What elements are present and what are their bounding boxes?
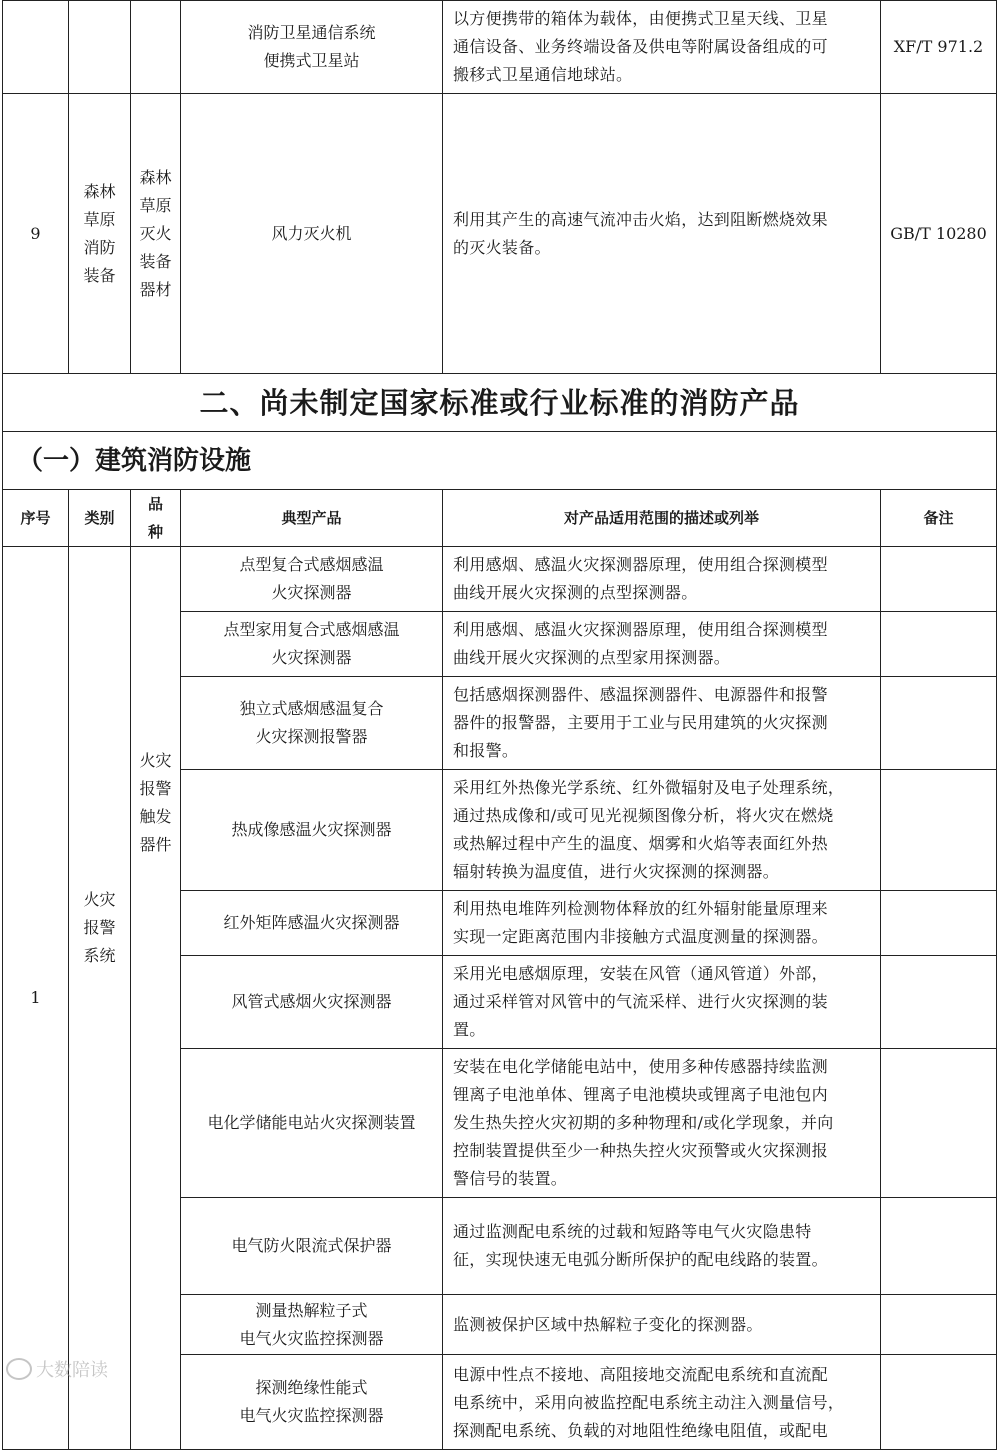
description-line: 实现一定距离范围内非接触方式温度测量的探测器。 — [453, 927, 828, 946]
standards-table — [2, 0, 997, 1450]
product-cell — [181, 770, 443, 891]
category-cell — [69, 547, 131, 1450]
description-line: 利用热电堆阵列检测物体释放的红外辐射能量原理来 — [453, 899, 828, 918]
watermark — [6, 1356, 108, 1382]
subsection-row — [3, 432, 997, 490]
description-line: 的灭火装备。 — [453, 237, 551, 257]
category-line: 消防 — [83, 237, 116, 257]
product-line: 电气火灾监控探测器 — [239, 1328, 384, 1348]
product-line: 电气火灾监控探测器 — [239, 1406, 384, 1425]
description-line: 利用其产生的高速气流冲击火焰，达到阻断燃烧效果 — [453, 209, 828, 229]
kind-text: 火灾报警触发器件 — [139, 751, 172, 854]
product-line: 红外矩阵感温火灾探测器 — [223, 913, 400, 932]
description-line: 安装在电化学储能电站中，使用多种传感器持续监测 — [453, 1057, 828, 1076]
product-line: 火灾探测器 — [271, 648, 352, 667]
table-row — [3, 547, 997, 612]
product-cell — [181, 612, 443, 677]
product-line: 点型复合式感烟感温 — [239, 555, 384, 574]
product-cell — [181, 1049, 443, 1198]
note-cell: XF/T 971.2 — [881, 1, 997, 94]
table-row — [3, 1, 997, 94]
product-cell — [181, 677, 443, 770]
product-line: 风力灭火机 — [271, 223, 352, 243]
section-row — [3, 374, 997, 432]
category-cell — [69, 94, 131, 374]
description-line: 曲线开展火灾探测的点型探测器。 — [453, 583, 698, 602]
note-cell — [881, 547, 997, 612]
description-line: 通过热成像和/或可见光视频图像分析，将火灾在燃烧 — [453, 806, 834, 825]
description-line: 监测被保护区域中热解粒子变化的探测器。 — [453, 1314, 763, 1334]
note-cell — [881, 612, 997, 677]
product-cell — [181, 94, 443, 374]
document-page — [2, 0, 996, 1450]
description-line: 锂离子电池单体、锂离子电池模块或锂离子电池包内 — [453, 1085, 828, 1104]
header-kind-line: 品 — [147, 495, 163, 513]
product-cell — [181, 1295, 443, 1355]
description-line: 通过采样管对风管中的气流采样、进行火灾探测的装 — [453, 992, 828, 1011]
header-kind — [131, 490, 181, 547]
note-cell — [881, 770, 997, 891]
note-cell: GB/T 10280 — [881, 94, 997, 374]
description-cell — [443, 612, 881, 677]
header-seq: 序号 — [3, 490, 69, 547]
description-cell — [443, 677, 881, 770]
description-line: 警信号的装置。 — [453, 1169, 568, 1188]
product-cell — [181, 956, 443, 1049]
product-cell — [181, 891, 443, 956]
product-line: 点型家用复合式感烟感温 — [223, 620, 400, 639]
description-line: 电系统中，采用向被监控配电系统主动注入测量信号， — [453, 1393, 845, 1412]
product-cell — [181, 1198, 443, 1295]
description-cell — [443, 1, 881, 94]
kind-cell: 森林草原灭火装备器材 — [131, 94, 181, 374]
description-line: 搬移式卫星通信地球站。 — [453, 65, 633, 84]
category-line: 火灾 — [83, 890, 116, 909]
category-line: 报警 — [83, 918, 116, 937]
seq-cell: 1 — [3, 547, 69, 1450]
description-line: 电源中性点不接地、高阻接地交流配电系统和直流配 — [453, 1365, 828, 1384]
product-line: 电气防火限流式保护器 — [231, 1236, 392, 1255]
kind-cell — [131, 1, 181, 94]
description-line: 辐射转换为温度值，进行火灾探测的探测器。 — [453, 862, 780, 881]
description-cell — [443, 94, 881, 374]
product-line: 消防卫星通信系统 — [247, 23, 376, 42]
note-cell — [881, 1049, 997, 1198]
description-line: 和报警。 — [453, 741, 519, 760]
description-line: 通信设备、业务终端设备及供电等附属设备组成的可 — [453, 37, 828, 56]
description-cell — [443, 547, 881, 612]
header-category: 类别 — [69, 490, 131, 547]
description-cell — [443, 1049, 881, 1198]
description-line: 利用感烟、感温火灾探测器原理，使用组合探测模型 — [453, 620, 828, 639]
description-line: 征，实现快速无电弧分断所保护的配电线路的装置。 — [453, 1250, 828, 1269]
seq-cell — [3, 1, 69, 94]
header-description: 对产品适用范围的描述或列举 — [443, 490, 881, 547]
note-cell — [881, 677, 997, 770]
description-line: 采用红外热像光学系统、红外微辐射及电子处理系统， — [453, 778, 845, 797]
section-title: 二、尚未制定国家标准或行业标准的消防产品 — [3, 374, 997, 432]
category-line: 系统 — [83, 946, 116, 965]
product-line: 火灾探测器 — [271, 583, 352, 602]
product-line: 便携式卫星站 — [263, 51, 360, 70]
header-kind-line: 种 — [147, 523, 163, 541]
note-cell — [881, 1198, 997, 1295]
product-line: 探测绝缘性能式 — [255, 1378, 368, 1397]
category-line: 草原 — [83, 209, 116, 229]
category-line: 森林 — [83, 181, 116, 201]
description-line: 曲线开展火灾探测的点型家用探测器。 — [453, 648, 731, 667]
description-cell — [443, 1198, 881, 1295]
category-line: 装备 — [83, 265, 116, 285]
note-cell — [881, 891, 997, 956]
note-cell — [881, 956, 997, 1049]
description-line: 利用感烟、感温火灾探测器原理，使用组合探测模型 — [453, 555, 828, 574]
description-cell — [443, 956, 881, 1049]
product-cell — [181, 547, 443, 612]
product-line: 测量热解粒子式 — [255, 1300, 368, 1320]
seq-cell: 9 — [3, 94, 69, 374]
description-line: 探测配电系统、负载的对地阻性绝缘电阻值，或配电 — [453, 1421, 828, 1440]
watermark-logo-icon — [6, 1358, 32, 1380]
description-cell — [443, 1355, 881, 1450]
note-cell — [881, 1355, 997, 1450]
description-line: 发生热失控火灾初期的多种物理和/或化学现象，并向 — [453, 1113, 834, 1132]
product-cell — [181, 1, 443, 94]
description-line: 器件的报警器，主要用于工业与民用建筑的火灾探测 — [453, 713, 828, 732]
description-cell — [443, 1295, 881, 1355]
note-cell — [881, 1295, 997, 1355]
header-note: 备注 — [881, 490, 997, 547]
subsection-title: （一）建筑消防设施 — [3, 432, 997, 490]
header-product: 典型产品 — [181, 490, 443, 547]
description-line: 控制装置提供至少一种热失控火灾预警或火灾探测报 — [453, 1141, 828, 1160]
product-line: 独立式感烟感温复合 — [239, 699, 384, 718]
description-line: 置。 — [453, 1020, 486, 1039]
description-line: 以方便携带的箱体为载体，由便携式卫星天线、卫星 — [453, 9, 828, 28]
kind-cell — [131, 547, 181, 1450]
description-cell — [443, 770, 881, 891]
product-line: 热成像感温火灾探测器 — [231, 820, 392, 839]
description-line: 采用光电感烟原理，安装在风管（通风管道）外部， — [453, 964, 828, 983]
description-line: 包括感烟探测器件、感温探测器件、电源器件和报警 — [453, 685, 828, 704]
description-cell — [443, 891, 881, 956]
description-line: 或热解过程中产生的温度、烟雾和火焰等表面红外热 — [453, 834, 828, 853]
product-cell — [181, 1355, 443, 1450]
description-line: 通过监测配电系统的过载和短路等电气火灾隐患特 — [453, 1222, 812, 1241]
table-row — [3, 94, 997, 374]
product-line: 电化学储能电站火灾探测装置 — [207, 1113, 416, 1132]
product-line: 风管式感烟火灾探测器 — [231, 992, 392, 1011]
product-line: 火灾探测报警器 — [255, 727, 368, 746]
watermark-text: 大数陪读 — [36, 1360, 108, 1381]
header-row — [3, 490, 997, 547]
category-cell — [69, 1, 131, 94]
